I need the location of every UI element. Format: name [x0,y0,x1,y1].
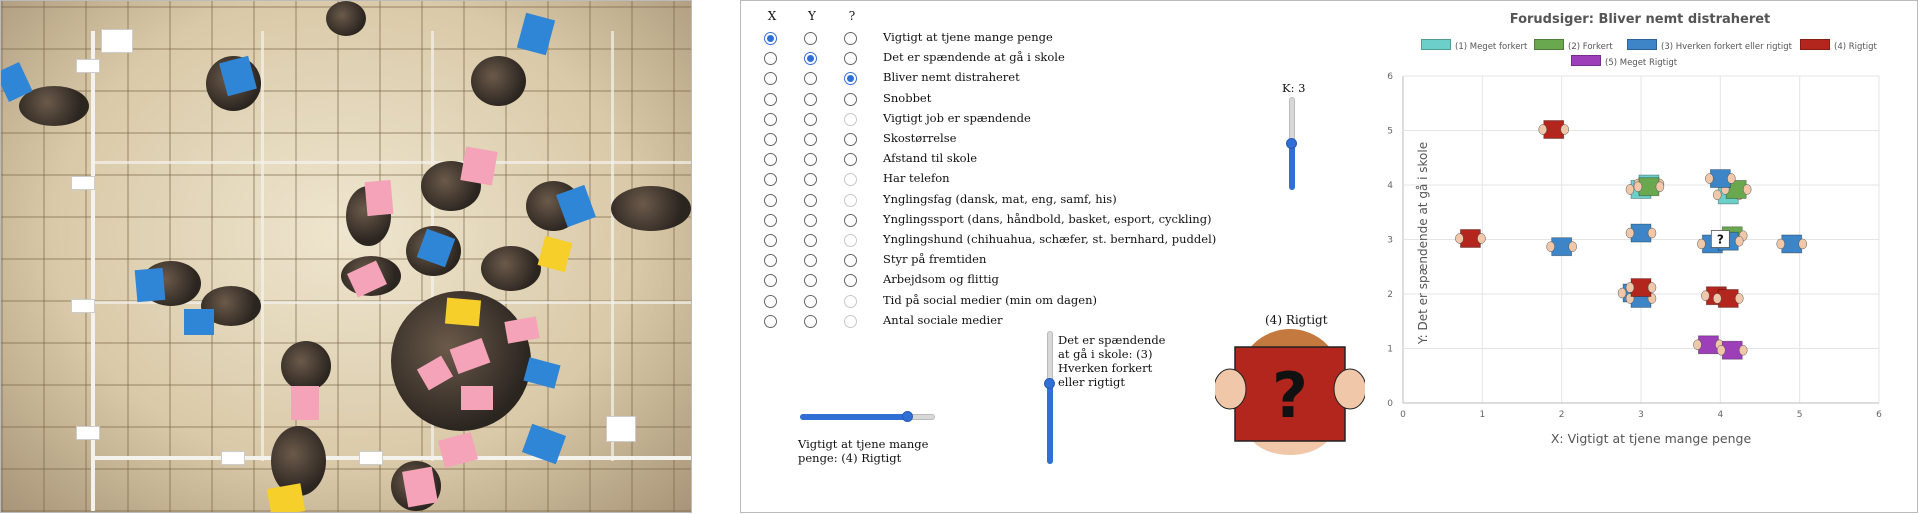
predict-radio[interactable] [844,315,857,328]
chart-x-tick-label: 6 [1876,410,1882,420]
chart-data-point-hand [1539,125,1547,135]
chart-data-point-hand [1743,184,1751,194]
y-radio[interactable] [804,93,817,106]
chart-legend-label: (3) Hverken forkert eller rigtigt [1661,42,1792,52]
chart-data-point-hand [1626,184,1634,194]
y-slider-caption [1058,333,1165,389]
chart-data-point-hand [1648,228,1656,238]
knn-app-panel [740,0,1918,513]
prediction-hand-left [1215,369,1246,409]
k-slider-label: K: 3 [1282,81,1306,95]
chart-y-tick-label: 3 [1387,235,1393,246]
feature-label: Afstand til skole [883,151,978,166]
y-slider-caption-line: Det er spændende [1058,333,1166,347]
answer-sheet-blue [135,268,166,302]
feature-label: Antal sociale medier [883,312,1003,327]
predict-radio[interactable] [844,153,857,166]
x-radio[interactable] [764,113,777,126]
predict-radio[interactable] [844,173,857,186]
answer-sheet-yellow [267,483,305,513]
y-slider-caption-line: at gå i skole: (3) [1058,347,1153,361]
classroom-overhead-photo [0,0,692,513]
answer-sheet-blue [523,357,560,388]
prediction-figure [1215,329,1365,457]
x-value-slider-thumb[interactable] [902,411,913,422]
feature-row [741,170,1181,190]
feature-label: Ynglingshund (chihuahua, schæfer, st. bernhard, puddel) [883,232,1217,246]
floor-tape-grid-line [611,31,614,461]
feature-row [741,271,1181,291]
student [281,341,331,391]
predict-radio[interactable] [844,295,857,308]
feature-row [741,191,1181,211]
x-radio[interactable] [764,93,777,106]
feature-label: Snobbet [883,90,932,105]
chart-y-tick-label: 1 [1387,344,1393,355]
feature-row [741,110,1181,130]
answer-sheet-yellow [538,236,573,272]
x-radio[interactable] [764,234,777,247]
answer-sheet-pink [460,146,497,185]
y-value-slider-fill [1047,384,1053,464]
chart-title: Forudsiger: Bliver nemt distraheret [1509,12,1771,27]
y-radio[interactable] [804,214,817,227]
x-radio[interactable] [764,133,777,146]
x-value-slider-fill [800,414,908,420]
chart-x-axis-label: X: Vigtigt at tjene mange penge [1550,431,1752,446]
y-radio[interactable] [804,295,817,308]
k-value-slider-fill [1289,144,1295,191]
y-radio[interactable] [804,52,817,65]
answer-sheet-pink [438,432,478,468]
y-radio[interactable] [804,173,817,186]
feature-label: Ynglingssport (dans, håndbold, basket, esport, cyckling) [883,211,1212,226]
chart-x-tick-label: 2 [1558,410,1565,420]
k-value-slider-thumb[interactable] [1286,138,1297,149]
feature-label: Har telefon [883,171,950,186]
x-radio[interactable] [764,295,777,308]
chart-x-tick-label: 3 [1638,410,1644,420]
chart-x-tick-label: 1 [1479,410,1486,420]
feature-row [741,90,1181,110]
answer-sheet-pink [291,386,319,420]
chart-data-point-hand [1735,236,1743,246]
chart-x-tick-label: 4 [1717,410,1724,420]
chart-data-point-hand [1569,242,1577,252]
answer-sheet-pink [504,316,539,343]
chart-legend-label: (1) Meget forkert [1455,42,1528,52]
chart-data-point-hand [1561,125,1569,135]
chart-y-tick-label: 5 [1387,126,1393,137]
chart-x-tick-label: 5 [1796,410,1803,420]
chart-data-point-hand [1777,239,1785,249]
feature-row [741,211,1212,231]
feature-row [741,251,1181,271]
x-radio[interactable] [764,214,777,227]
feature-row [741,69,1181,89]
feature-row [741,312,1181,332]
feature-label: Bliver nemt distraheret [883,70,1020,85]
chart-y-tick-label: 0 [1387,399,1393,409]
answer-sheet-yellow [445,298,481,327]
x-radio[interactable] [764,254,777,267]
predict-radio[interactable] [844,32,857,45]
student [471,56,526,106]
chart-y-tick-label: 6 [1387,72,1393,82]
feature-label: Det er spændende at gå i skole [883,50,1065,65]
feature-row [741,150,1181,170]
y-radio[interactable] [804,274,817,287]
x-slider-caption-line: Vigtigt at tjene mange [798,437,929,451]
chart-data-point-hand [1799,239,1807,249]
floor-label-card [221,451,245,465]
feature-label: Styr på fremtiden [883,252,987,267]
predict-radio[interactable] [844,93,857,106]
chart-y-tick-label: 2 [1387,290,1393,300]
chart-data-point-hand [1735,293,1743,303]
x-radio[interactable] [764,153,777,166]
chart-y-axis-label: Y: Det er spændende at gå i skole [1416,141,1430,345]
answer-sheet-blue [517,13,555,56]
x-radio[interactable] [764,52,777,65]
y-slider-caption-line: eller rigtigt [1058,375,1125,389]
y-radio[interactable] [804,315,817,328]
predict-radio[interactable] [844,194,857,207]
feature-label: Skostørrelse [883,131,957,145]
chart-data-point-hand [1701,291,1709,301]
chart-data-point-hand [1626,228,1634,238]
chart-data-point-hand [1705,174,1713,184]
prediction-label: (4) Rigtigt [1265,313,1328,327]
floor-tape-grid-line [261,31,264,461]
floor-label-card [101,29,133,53]
floor-tape-axis-horizontal [91,456,691,460]
chart-y-tick-label: 4 [1387,181,1393,191]
floor-label-card [76,59,100,73]
chart-data-point-hand [1455,234,1463,244]
feature-label: Vigtigt at tjene mange penge [883,30,1053,44]
y-radio[interactable] [804,194,817,207]
x-radio[interactable] [764,32,777,45]
floor-tape-grid-line [91,161,691,164]
feature-row [741,292,1181,312]
feature-label: Ynglingsfag (dansk, mat, eng, samf, his) [883,191,1117,206]
chart-data-point-hand [1739,345,1747,355]
predict-radio[interactable] [844,254,857,267]
predict-radio[interactable] [844,113,857,126]
y-slider-caption-line: Hverken forkert [1058,361,1153,375]
predict-radio[interactable] [844,72,857,85]
y-radio[interactable] [804,133,817,146]
x-slider-caption-line: penge: (4) Rigtigt [798,451,902,465]
student [326,1,366,36]
y-radio[interactable] [804,32,817,45]
predict-radio[interactable] [844,214,857,227]
y-radio[interactable] [804,153,817,166]
answer-sheet-blue [184,309,214,335]
x-radio[interactable] [764,72,777,85]
x-radio[interactable] [764,274,777,287]
floor-label-card [76,426,100,440]
floor-label-card [606,416,636,442]
x-radio[interactable] [764,194,777,207]
scatter-chart [1361,1,1918,514]
y-radio[interactable] [804,113,817,126]
predict-radio[interactable] [844,52,857,65]
chart-data-point-hand [1618,288,1626,298]
answer-sheet-pink [461,386,493,410]
chart-data-point-hand [1697,239,1705,249]
y-value-slider-thumb[interactable] [1044,378,1055,389]
chart-legend-label: (2) Forkert [1568,42,1613,52]
x-radio[interactable] [764,315,777,328]
column-header-x: X [767,9,777,23]
chart-legend-label: (5) Meget Rigtigt [1605,58,1678,68]
answer-sheet-pink [402,467,438,508]
chart-data-point-hand [1477,234,1485,244]
chart-data-point-hand [1648,283,1656,293]
floor-label-card [71,299,95,313]
x-radio[interactable] [764,173,777,186]
student [481,246,541,291]
chart-data-point-hand [1713,190,1721,200]
predict-radio[interactable] [844,133,857,146]
chart-data-point-hand [1626,283,1634,293]
y-radio[interactable] [804,254,817,267]
predict-radio[interactable] [844,274,857,287]
chart-legend-label: (4) Rigtigt [1834,42,1877,52]
chart-data-point-hand [1547,242,1555,252]
floor-label-card [359,451,383,465]
feature-row [741,49,1181,69]
feature-row [741,29,1181,49]
chart-data-point-hand [1713,293,1721,303]
predict-radio[interactable] [844,234,857,247]
column-header-question: ? [848,9,856,23]
y-radio[interactable] [804,234,817,247]
chart-query-point-label: ? [1716,232,1724,247]
column-header-y: Y [808,9,816,23]
chart-x-tick-label: 0 [1400,410,1406,420]
answer-sheet-pink [365,180,394,216]
feature-label: Arbejdsom og flittig [883,272,999,287]
chart-data-point-hand [1656,182,1664,192]
prediction-question-mark: ? [1272,359,1308,432]
feature-row [741,130,1181,150]
floor-label-card [71,176,95,190]
y-radio[interactable] [804,72,817,85]
feature-row [741,231,1217,251]
x-slider-caption [798,437,928,465]
chart-data-point-hand [1717,345,1725,355]
chart-data-point-hand [1727,174,1735,184]
chart-data-point-hand [1634,182,1642,192]
chart-data-point-hand [1693,340,1701,350]
feature-label: Vigtigt job er spændende [883,110,1031,125]
student [611,186,691,231]
feature-label: Tid på social medier (min om dagen) [883,292,1097,307]
